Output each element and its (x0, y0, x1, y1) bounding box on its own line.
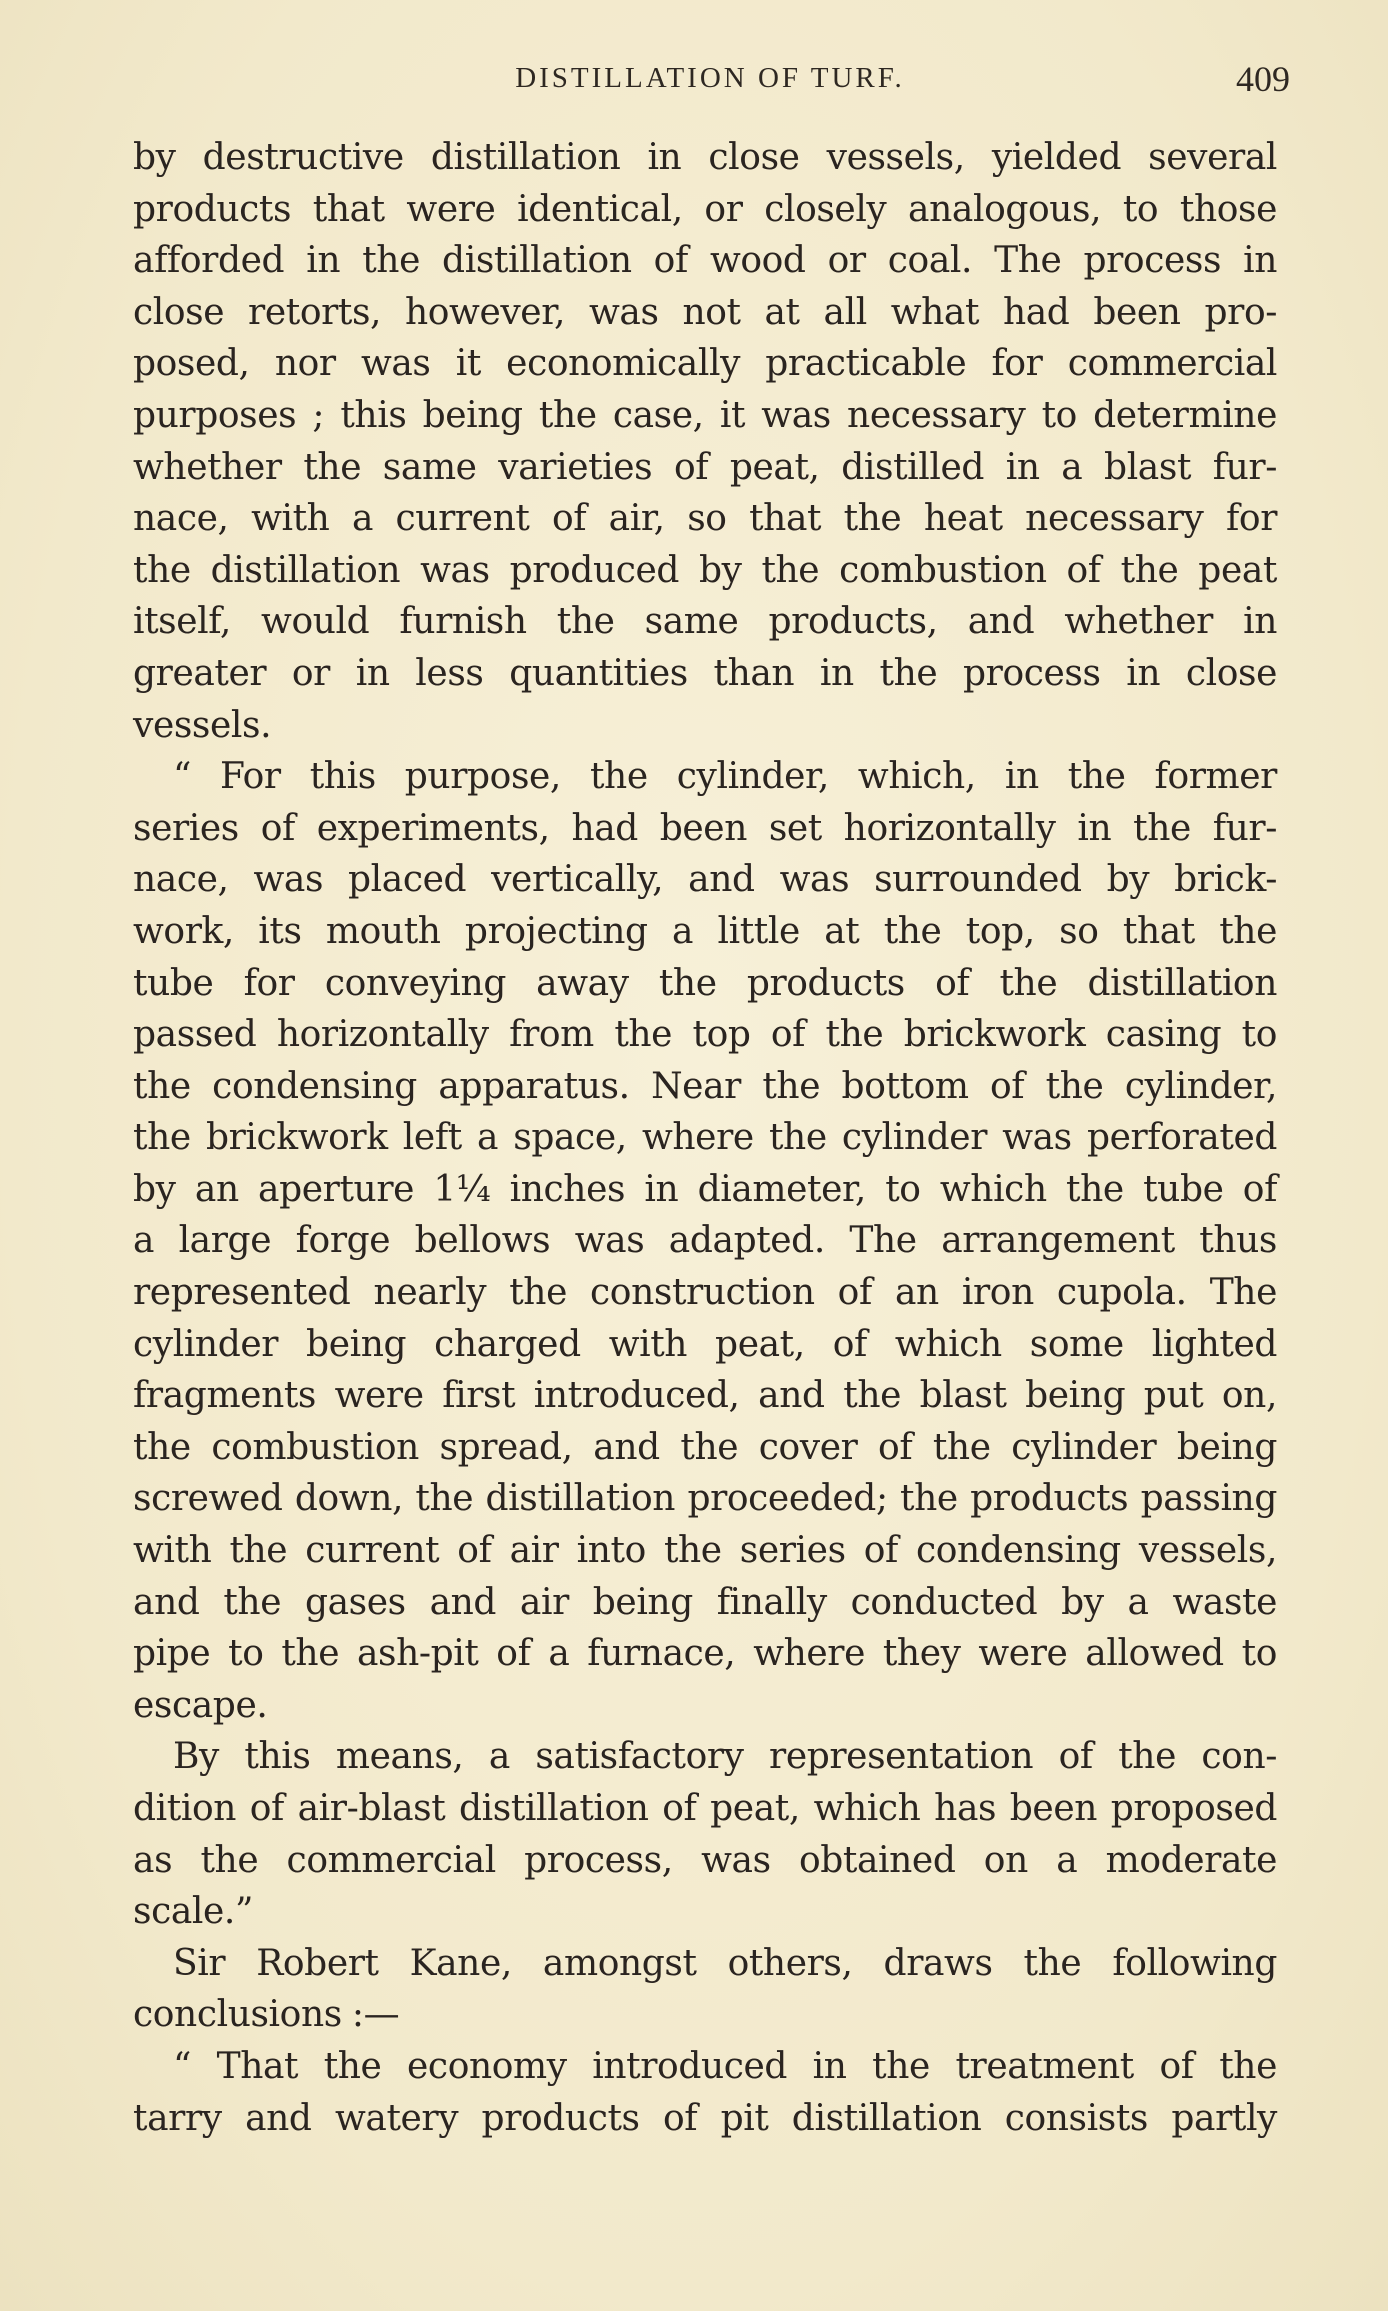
text-line: the distillation was produced by the combustion of the peat (133, 549, 1277, 591)
text-line: posed, nor was it economically practicable for commercial (133, 343, 1277, 385)
text-line: dition of air-blast distillation of peat, which has been proposed (133, 1788, 1277, 1829)
text-line: the combustion spread, and the cover of the cylinder being (133, 1426, 1277, 1468)
text-line: itself, would furnish the same products, and whether in (133, 601, 1277, 643)
text-line: By this means, a satisfactory representation of the con- (173, 1736, 1277, 1778)
text-line: tube for conveying away the products of the distillation (133, 962, 1277, 1004)
text-line: escape. (133, 1684, 268, 1726)
text-line: the brickwork left a space, where the cylinder was perforated (133, 1117, 1277, 1159)
text-line: represented nearly the construction of an iron cupola. The (133, 1272, 1277, 1314)
text-line: products that were identical, or closely analogous, to those (133, 188, 1277, 230)
running-head (130, 59, 1290, 108)
text-line: nace, was placed vertically, and was surrounded by brick- (133, 859, 1277, 901)
text-line: purposes ; this being the case, it was necessary to determine (133, 394, 1277, 436)
text-line: scale.” (133, 1891, 253, 1933)
text-line: tarry and watery products of pit distillation consists partly (133, 2097, 1277, 2139)
text-line: close retorts, however, was not at all what had been pro- (133, 291, 1277, 333)
text-line: cylinder being charged with peat, of which some lighted (133, 1323, 1277, 1365)
text-line: screwed down, the distillation proceeded; the products passing (133, 1478, 1277, 1520)
text-line: as the commercial process, was obtained on a moderate (133, 1839, 1277, 1881)
text-line: “ That the economy introduced in the treatment of the (173, 2045, 1277, 2087)
text-line: nace, with a current of air, so that the heat necessary for (133, 498, 1277, 540)
text-line: work, its mouth projecting a little at the top, so that the (133, 910, 1277, 952)
text-line: the condensing apparatus. Near the bottom of the cylinder, (133, 1065, 1277, 1107)
text-line: by an aperture 1¼ inches in diameter, to which the tube of (133, 1168, 1277, 1210)
body-text (133, 132, 1277, 2144)
text-line: greater or in less quantities than in the process in close (133, 652, 1277, 694)
text-line: vessels. (133, 704, 272, 746)
text-line: “ For this purpose, the cylinder, which, in the former (173, 756, 1277, 798)
running-title: DISTILLATION OF TURF. (515, 62, 905, 94)
text-line: conclusions :— (133, 1994, 400, 2036)
text-line: a large forge bellows was adapted. The arrangement thus (133, 1220, 1277, 1262)
text-line: by destructive distillation in close vessels, yielded several (133, 137, 1277, 178)
text-line: fragments were first introduced, and the blast being put on, (133, 1375, 1277, 1417)
page-number: 409 (1236, 59, 1290, 99)
text-line: pipe to the ash-pit of a furnace, where they were allowed to (133, 1633, 1277, 1675)
text-line: with the current of air into the series of condensing vessels, (133, 1530, 1277, 1572)
text-line: series of experiments, had been set horizontally in the fur- (133, 807, 1277, 849)
text-line: whether the same varieties of peat, distilled in a blast fur- (133, 446, 1277, 488)
text-line: afforded in the distillation of wood or coal. The process in (133, 240, 1277, 282)
text-line: passed horizontally from the top of the brickwork casing to (133, 1014, 1277, 1056)
text-line: Sir Robert Kane, amongst others, draws the following (173, 1942, 1277, 1984)
text-line: and the gases and air being finally conducted by a waste (133, 1581, 1277, 1623)
